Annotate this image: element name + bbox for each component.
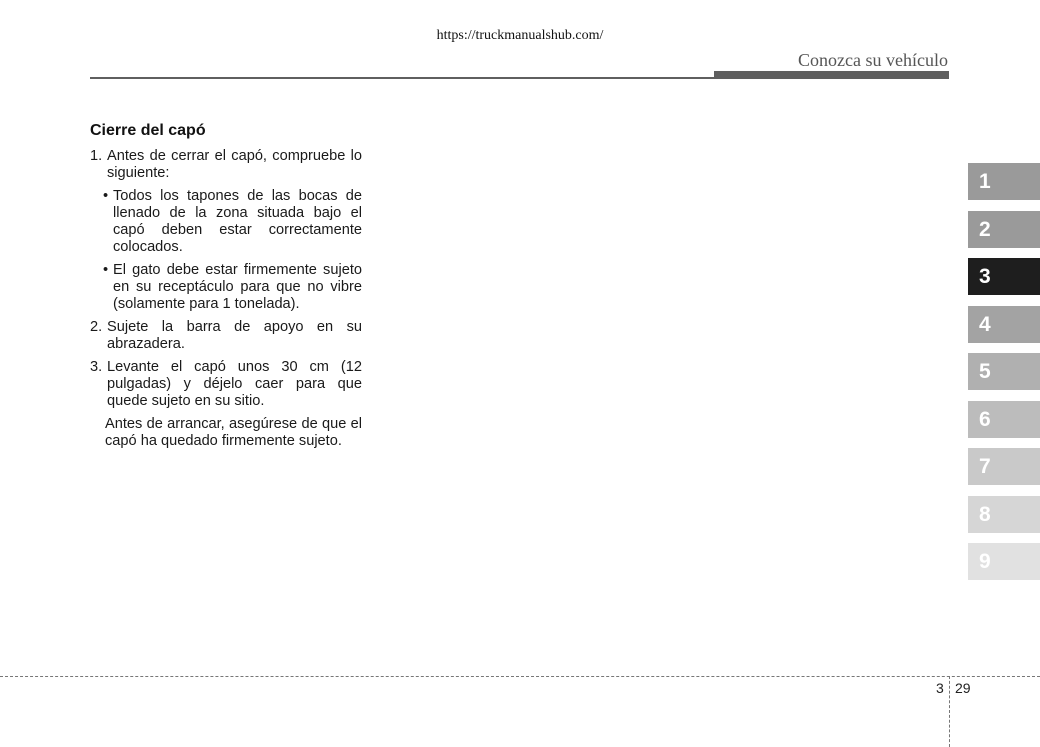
bullet-text: Todos los tapones de las bocas de llenado de la zona situada bajo el capó deben estar correctamente colocados.	[113, 188, 362, 255]
chapter-tab-2[interactable]: 2	[968, 211, 1040, 248]
chapter-tab-4[interactable]: 4	[968, 306, 1040, 343]
manual-content	[90, 121, 362, 450]
safety-note: Antes de arrancar, asegúrese de que el capó ha quedado firmemente sujeto.	[105, 416, 362, 449]
source-url: https://truckmanualshub.com/	[436, 28, 604, 43]
header-rule-accent	[714, 71, 949, 79]
step-3	[90, 359, 362, 410]
step-text: Sujete la barra de apoyo en su abrazadera.	[107, 319, 362, 352]
footer-chapter-number: 3	[936, 680, 944, 696]
chapter-tab-7[interactable]: 7	[968, 448, 1040, 485]
bullet-item	[103, 188, 362, 256]
step-text: Levante el capó unos 30 cm (12 pulgadas) y déjelo caer para que quede sujeto en su sitio.	[107, 359, 362, 409]
chapter-tab-5[interactable]: 5	[968, 353, 1040, 390]
section-title: Cierre del capó	[90, 122, 206, 139]
step-2	[90, 319, 362, 353]
bullet-icon: •	[103, 262, 109, 278]
chapter-title: Conozca su vehículo	[798, 50, 948, 70]
step-text: Antes de cerrar el capó, compruebe lo siguiente:	[107, 148, 362, 181]
step-1	[90, 148, 362, 182]
chapter-tab-1[interactable]: 1	[968, 163, 1040, 200]
bullet-item	[103, 262, 362, 313]
chapter-tabs	[968, 163, 1040, 591]
step-number: 1.	[90, 148, 103, 164]
chapter-tab-9[interactable]: 9	[968, 543, 1040, 580]
chapter-tab-6[interactable]: 6	[968, 401, 1040, 438]
bullet-icon: •	[103, 188, 109, 204]
footer-divider	[0, 676, 1040, 677]
bullet-text: El gato debe estar firmemente sujeto en su receptáculo para que no vibre (solamente para 1 tonelada).	[113, 262, 362, 312]
step-number: 3.	[90, 359, 103, 375]
footer-page-divider	[949, 676, 950, 747]
header-rule	[90, 77, 714, 79]
step-number: 2.	[90, 319, 103, 335]
chapter-tab-3[interactable]: 3	[968, 258, 1040, 295]
chapter-tab-8[interactable]: 8	[968, 496, 1040, 533]
footer-page-number: 29	[955, 680, 971, 696]
